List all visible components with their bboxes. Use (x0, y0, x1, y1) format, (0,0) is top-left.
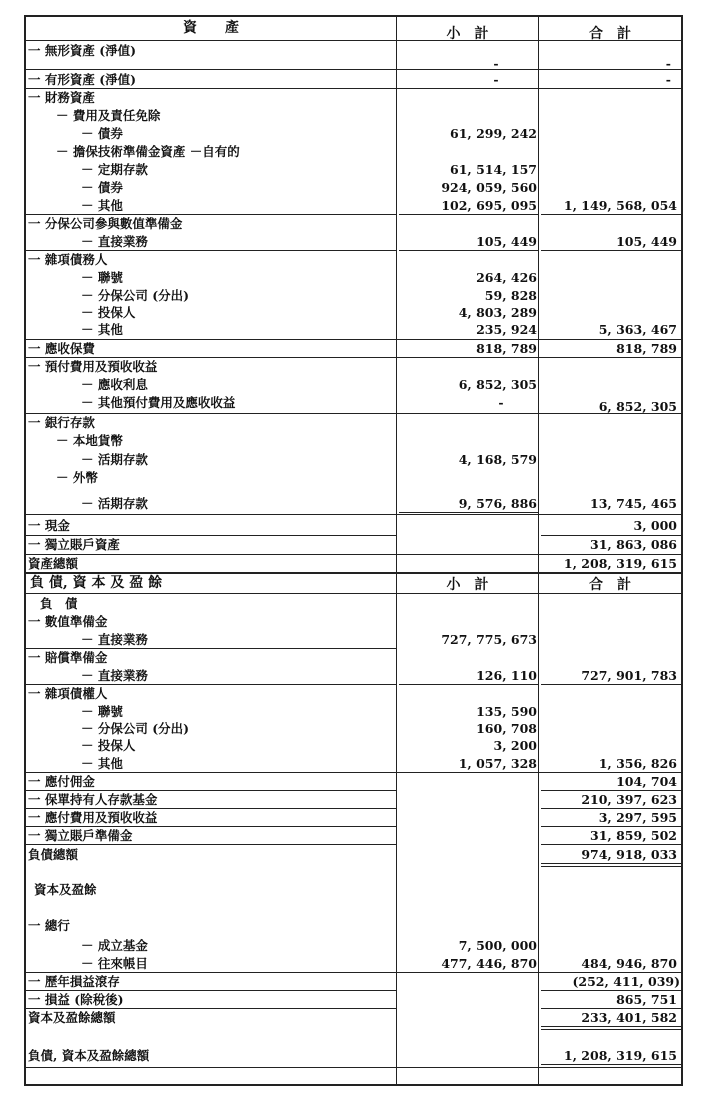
row-total-capital: 資本及盈餘總額 233, 401, 582 (28, 1010, 677, 1025)
row-fixed-deposit: － 定期存款 61, 514, 157 (81, 162, 537, 177)
row-capital-heading: 資本及盈餘 (34, 882, 97, 897)
row-cred-reinsurer: － 分保公司 (分出) 160, 708 (81, 721, 537, 736)
row-guarantee: － 擔保技術準備金資產 －自有的 (56, 144, 240, 159)
liab-header-subtotal: 小 計 (446, 577, 489, 593)
row-interest-receivable: － 應收利息 6, 852, 305 (81, 377, 537, 392)
row-intangible-values: - - (493, 56, 671, 71)
row-bank: 一 銀行存款 (28, 415, 95, 430)
row-cred-policyholder: － 投保人 3, 200 (81, 738, 537, 753)
row-head-office: 一 總行 (28, 918, 70, 933)
row-retained: 一 歷年損益滾存 (252, 411, 039) (28, 974, 680, 989)
total-rule (541, 844, 681, 845)
row-debtors-other: － 其他 235, 924 5, 363, 467 (81, 322, 677, 337)
row-reinsurer: － 分保公司 (分出) 59, 828 (81, 288, 537, 303)
row-separate-reserve: 一 獨立賬戶準備金 31, 859, 502 (28, 828, 677, 843)
row-local-currency: － 本地貨幣 (56, 433, 123, 448)
row-separate-assets: 一 獨立賬戶資產 31, 863, 086 (28, 537, 677, 552)
row-direct-business: － 直接業務 105, 449 105, 449 (81, 234, 677, 249)
header-underline (26, 40, 681, 41)
row-foreign-current: － 活期存款 9, 576, 886 13, 745, 465 (81, 496, 677, 511)
row-total-assets: 資產總額 1, 208, 319, 615 (28, 556, 677, 571)
row-math-reserve: 一 數值準備金 (28, 614, 108, 629)
row-reinsurer-share: 一 分保公司參與數值準備金 (28, 216, 183, 231)
header-underline (26, 593, 681, 594)
row-other-prepaid: － 其他預付費用及應收收益 - (81, 395, 504, 410)
row-other: － 其他 102, 695, 095 1, 149, 568, 054 (81, 198, 677, 213)
row-policyholder: － 投保人 4, 803, 289 (81, 305, 537, 320)
row-misc-creditors: 一 雜項債權人 (28, 686, 108, 701)
row-other-prepaid-total: 6, 852, 305 (598, 399, 677, 414)
assets-header-subtotal: 小 計 (446, 26, 489, 42)
row-tangible: 一 有形資產 (淨值) - - (28, 72, 671, 87)
row-establishment-fund: － 成立基金 7, 500, 000 (81, 938, 537, 953)
row-expense-bonds: － 債券 61, 299, 242 (81, 126, 537, 141)
row-math-direct: － 直接業務 727, 775, 673 (81, 632, 537, 647)
double-total-rule (541, 863, 681, 867)
balance-sheet (24, 15, 683, 1086)
row-total-liabilities: 負債總額 974, 918, 033 (28, 847, 677, 862)
row-affiliate: － 聯號 264, 426 (81, 270, 537, 285)
row-prepaid: 一 預付費用及預收收益 (28, 359, 158, 374)
double-total-rule (541, 1026, 681, 1030)
rule (26, 1067, 681, 1068)
row-cred-affiliate: － 聯號 135, 590 (81, 704, 537, 719)
row-accrued: 一 應付費用及預收收益 3, 297, 595 (28, 810, 677, 825)
row-cred-other: － 其他 1, 057, 328 1, 356, 826 (81, 756, 677, 771)
row-financial: 一 財務資產 (28, 90, 95, 105)
row-profit: 一 損益 (除稅後) 865, 751 (28, 992, 677, 1007)
row-policyholder-deposits: 一 保單持有人存款基金 210, 397, 623 (28, 792, 677, 807)
total-rule (541, 1064, 681, 1065)
rule (26, 69, 681, 70)
row-intangible: 一 無形資產 (淨值) (28, 43, 137, 58)
row-grand-total: 負債, 資本及盈餘總額 1, 208, 319, 615 (28, 1048, 677, 1063)
row-misc-debtors: 一 雜項債務人 (28, 252, 108, 267)
row-cash: 一 現金 3, 000 (28, 518, 677, 533)
row-bonds: － 債券 924, 059, 560 (81, 180, 537, 195)
row-local-current: － 活期存款 4, 168, 579 (81, 452, 537, 467)
row-commissions: 一 應付佣金 104, 704 (28, 774, 677, 789)
row-claims-reserve: 一 賠償準備金 (28, 650, 108, 665)
liab-header-total: 合 計 (589, 577, 631, 593)
subtotal-rule (399, 512, 538, 513)
row-liab-heading: 負 債 (40, 596, 78, 611)
row-foreign: － 外幣 (56, 470, 98, 485)
row-expense: － 費用及責任免除 (56, 108, 161, 123)
assets-header-total: 合 計 (589, 26, 631, 42)
row-premiums-receivable: 一 應收保費 818, 789 818, 789 (28, 341, 677, 356)
rule (26, 514, 681, 515)
row-current-account: － 往來帳目 477, 446, 870 484, 946, 870 (81, 956, 677, 971)
row-claims-direct: － 直接業務 126, 110 727, 901, 783 (81, 668, 677, 683)
rule (26, 844, 396, 845)
liab-header-title: 負 債, 資 本 及 盈 餘 (30, 575, 163, 591)
assets-header-title: 資 產 (183, 20, 239, 36)
